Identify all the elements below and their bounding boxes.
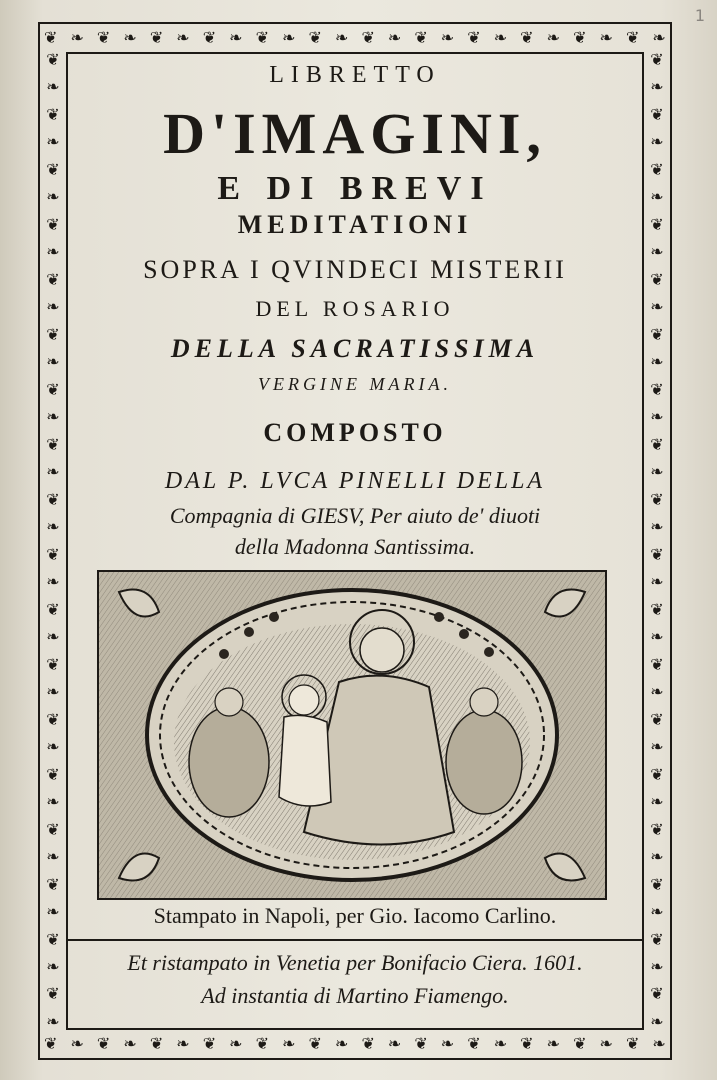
title-line-dimagini: D'IMAGINI, — [163, 101, 547, 166]
imprint-naples: Stampato in Napoli, per Gio. Iacomo Carlino. — [153, 903, 557, 928]
author-affiliation-line: Compagnia di GIESV, Per aiuto de' diuoti — [169, 503, 541, 528]
author-line: DAL P. LVCA PINELLI DELLA — [164, 468, 546, 494]
page-number-pencil-mark: 1 — [694, 6, 705, 25]
title-line-e-di-brevi: E DI BREVI — [217, 170, 493, 207]
madonna-rosary-engraving — [97, 570, 607, 900]
divider-rule — [66, 939, 644, 941]
ornament-band-bottom: ❦ ❧ ❦ ❧ ❦ ❧ ❦ ❧ ❦ ❧ ❦ ❧ ❦ ❧ ❦ ❧ ❦ ❧ ❦ ❧ ❦ ❧ ❦ ❧ — [44, 1034, 666, 1053]
title-line-misterii: SOPRA I QVINDECI MISTERII — [143, 255, 567, 284]
title-line-rosario: DEL ROSARIO — [255, 296, 455, 321]
ornament-band-left: ❦ ❧ ❦ ❧ ❦ ❧ ❦ ❧ ❦ ❧ ❦ ❧ ❦ ❧ ❦ ❧ ❦ ❧ ❦ ❧ ❦ ❧ ❦ ❧ ❦ ❧ ❦ ❧ ❦ ❧ ❦ ❧ ❦ ❧ ❦ ❧ — [46, 52, 60, 1030]
ornament-band-right: ❦ ❧ ❦ ❧ ❦ ❧ ❦ ❧ ❦ ❧ ❦ ❧ ❦ ❧ ❦ ❧ ❦ ❧ ❦ ❧ ❦ ❧ ❦ ❧ ❦ ❧ ❦ ❧ ❦ ❧ ❦ ❧ ❦ ❧ ❦ ❧ — [650, 52, 664, 1030]
imprint-instance: Ad instantia di Martino Fiamengo. — [201, 983, 509, 1008]
title-line-meditationi: MEDITATIONI — [237, 210, 473, 239]
title-line-sacratissima: DELLA SACRATISSIMA — [170, 334, 540, 363]
dedication-line: della Madonna Santissima. — [234, 534, 476, 559]
title-line-libretto: LIBRETTO — [269, 62, 441, 88]
imprint-venice: Et ristampato in Venetia per Bonifacio Ciera. 1601. — [127, 950, 583, 975]
ornament-band-top: ❦ ❧ ❦ ❧ ❦ ❧ ❦ ❧ ❦ ❧ ❦ ❧ ❦ ❧ ❦ ❧ ❦ ❧ ❦ ❧ ❦ ❧ ❦ ❧ — [44, 28, 666, 47]
title-line-vergine-maria: VERGINE MARIA. — [258, 374, 452, 394]
title-line-composto: COMPOSTO — [263, 418, 447, 447]
